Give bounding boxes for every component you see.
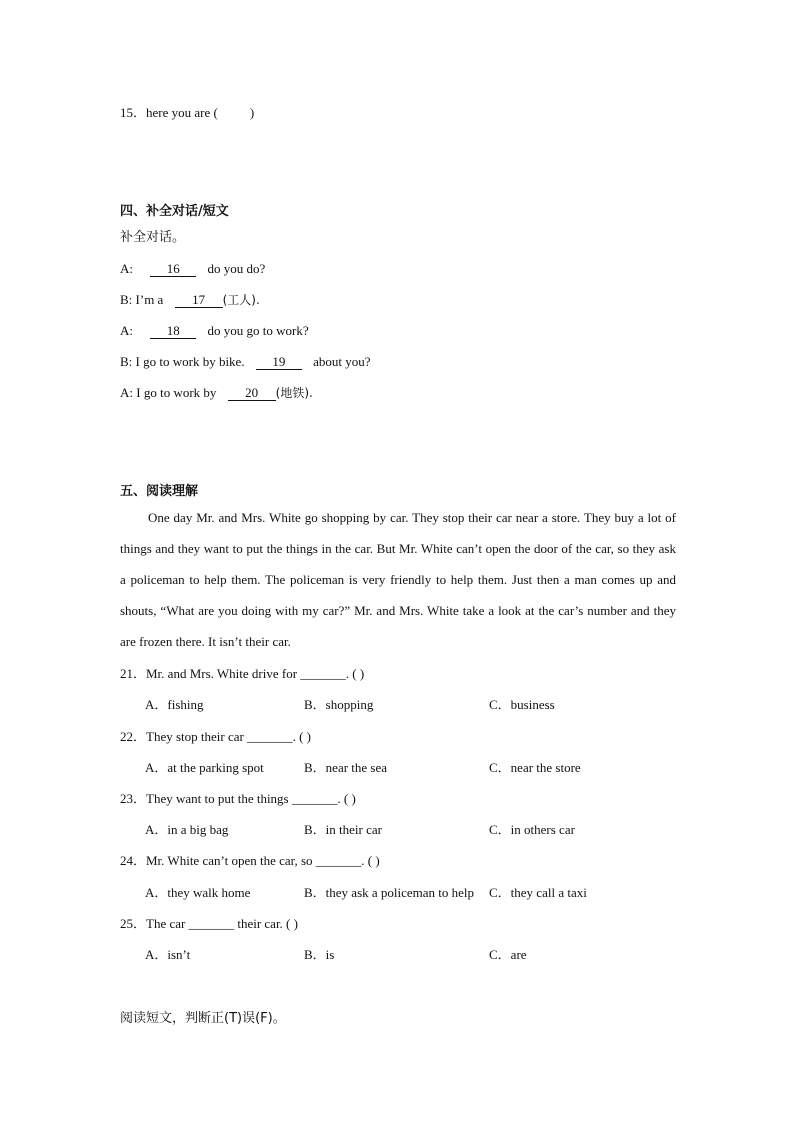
question-24-option-c[interactable]: C．they call a taxi [489,885,587,900]
question-23-option-b[interactable]: B．in their car [304,822,382,837]
question-24-option-b[interactable]: B．they ask a policeman to help [304,885,475,900]
dialogue-speaker: A: I go to work by [120,385,217,400]
question-24-stem: 24．Mr. White can’t open the car, so _______. ( ) [120,853,380,868]
question-15 [120,105,254,121]
question-22-option-a[interactable]: A．at the parking spot [145,760,264,775]
dialogue-line-16 [120,261,265,277]
question-22-option-b[interactable]: B．near the sea [304,760,388,775]
blank-18[interactable]: 18 [150,324,196,339]
dialogue-line-20 [120,385,313,401]
question-15-close: ) [249,105,255,120]
blank-16[interactable]: 16 [150,262,196,277]
true-false-instruction: 阅读短文，判断正(T)误(F)。 [120,1011,286,1026]
question-25-option-c[interactable]: C．are [489,947,527,962]
question-21-option-a[interactable]: A．fishing [145,697,204,712]
dialogue-line-17 [120,292,260,308]
blank-17[interactable]: 17 [175,293,223,308]
dialogue-text: do you go to work? [207,323,309,338]
question-21-stem: 21．Mr. and Mrs. White drive for _______. ( ) [120,666,365,681]
reading-passage: One day Mr. and Mrs. White go shopping by car. They stop their car near a store. They buy a lot of things and they want to put the things in the car. But Mr. White can’t open the door of the car, so they ask a policeman to help them. The policeman is very friendly to help them. Just then a man comes up and shouts, “What are you doing with my car?” Mr. and Mrs. White take a look at the car’s number and they are frozen there. It isn’t their car. [120,510,676,649]
section-4-instruction: 补全对话。 [120,230,186,245]
dialogue-text: do you do? [207,261,266,276]
dialogue-speaker: A: [120,323,133,338]
dialogue-speaker: A: [120,261,133,276]
question-25-option-a[interactable]: A．isn’t [145,947,191,962]
dialogue-text: about you? [313,354,371,369]
question-22-option-c[interactable]: C．near the store [489,760,581,775]
section-4-heading: 四、补全对话/短文 [120,204,229,219]
question-25-stem: 25．The car _______ their car. ( ) [120,916,298,931]
question-15-text: 15．here you are ( [120,105,218,120]
dialogue-speaker: B: I go to work by bike. [120,354,245,369]
question-23-option-a[interactable]: A．in a big bag [145,822,229,837]
question-25-option-b[interactable]: B．is [304,947,335,962]
dialogue-line-18 [120,323,309,339]
question-23-option-c[interactable]: C．in others car [489,822,575,837]
dialogue-speaker: B: I’m a [120,292,164,307]
dialogue-line-19 [120,354,370,370]
blank-19[interactable]: 19 [256,355,302,370]
question-24-option-a[interactable]: A．they walk home [145,885,251,900]
question-23-stem: 23．They want to put the things _______. ( ) [120,791,356,806]
section-5-heading: 五、阅读理解 [120,484,199,499]
blank-20[interactable]: 20 [228,386,276,401]
question-21-option-b[interactable]: B．shopping [304,697,374,712]
dialogue-text: (工人). [222,293,260,307]
dialogue-text: (地铁). [275,386,313,400]
question-21-option-c[interactable]: C．business [489,697,555,712]
question-22-stem: 22．They stop their car _______. ( ) [120,729,311,744]
